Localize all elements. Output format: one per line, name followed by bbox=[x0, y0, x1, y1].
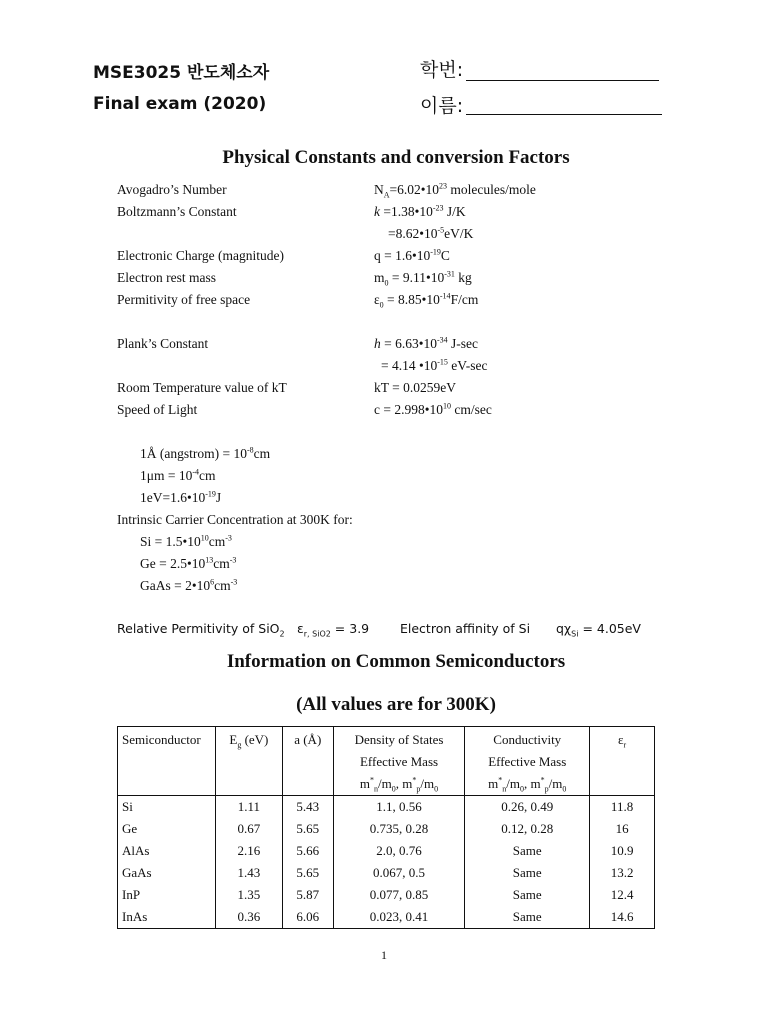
ev-conversion: $1eV=1.6•10^{-19}J$ bbox=[140, 489, 222, 505]
angstrom-conversion: 1Å (angstrom) = $10^{-8}cm$ bbox=[140, 445, 271, 461]
student-id-field[interactable] bbox=[466, 80, 659, 81]
header-epsilon: $\varepsilon_r$ bbox=[590, 727, 655, 796]
mass-label: Electron rest mass bbox=[117, 270, 216, 285]
cell-a: 6.06 bbox=[282, 906, 333, 929]
header-eg: $E_g$ (eV) bbox=[215, 727, 282, 796]
cell-a: 5.66 bbox=[282, 840, 333, 862]
semis-title: Information on Common Semiconductors bbox=[226, 651, 566, 672]
cell-cond: 0.26, 0.49 bbox=[465, 796, 590, 819]
table-row bbox=[118, 862, 655, 884]
cell-eps: 14.6 bbox=[590, 906, 655, 929]
header-cond-mass: Conductivity Effective Mass $m^*_n/m_0$, $m^*_p/m_0$ bbox=[465, 727, 590, 796]
cell-eg: 0.67 bbox=[215, 818, 282, 840]
sio2-label: Relative Permitivity of SiO$_2$ bbox=[117, 621, 285, 639]
planck-value-ev: = 4.14 $•10^{-15}$ eV-sec bbox=[381, 357, 488, 373]
cell-dos: 0.023, 0.41 bbox=[333, 906, 465, 929]
affinity-label: Electron affinity of Si bbox=[400, 621, 531, 636]
cell-eg: 1.11 bbox=[215, 796, 282, 819]
semis-subtitle: (All values are for 300K) bbox=[296, 694, 496, 715]
sio2-permittivity: $\varepsilon_{r, SiO2} = 3.9$ bbox=[297, 621, 370, 639]
cell-cond: Same bbox=[465, 840, 590, 862]
intrinsic-label: Intrinsic Carrier Concentration at 300K for: bbox=[117, 512, 353, 527]
cell-cond: Same bbox=[465, 906, 590, 929]
avogadro-value: $N_A=6.02•10^{23}$ molecules/mole bbox=[374, 181, 536, 200]
cell-eps: 12.4 bbox=[590, 884, 655, 906]
cell-name: Ge bbox=[118, 818, 216, 840]
cell-cond: Same bbox=[465, 884, 590, 906]
cell-dos: 0.067, 0.5 bbox=[333, 862, 465, 884]
cell-cond: Same bbox=[465, 862, 590, 884]
constants-title: Physical Constants and conversion Factors bbox=[222, 147, 570, 168]
intrinsic-gaas: GaAs = $2•10^6cm^{-3}$ bbox=[140, 577, 238, 593]
intrinsic-ge: $Ge = 2.5•10^{13}cm^{-3}$ bbox=[140, 555, 237, 571]
cell-name: InP bbox=[118, 884, 216, 906]
cell-eps: 13.2 bbox=[590, 862, 655, 884]
micron-conversion: $1\mu m = 10^{-4}cm$ bbox=[140, 467, 216, 483]
charge-value: $q = 1.6•10^{-19}C$ bbox=[374, 247, 450, 263]
student-id-label: 학번: bbox=[420, 59, 464, 81]
cell-name: InAs bbox=[118, 906, 216, 929]
boltzmann-label: Boltzmann’s Constant bbox=[117, 204, 237, 219]
boltzmann-value-jk: $k =1.38•10^{-23}$ J/K bbox=[374, 203, 466, 219]
cell-a: 5.65 bbox=[282, 818, 333, 840]
kt-label: Room Temperature value of kT bbox=[117, 380, 287, 395]
cell-eps: 11.8 bbox=[590, 796, 655, 819]
cell-a: 5.87 bbox=[282, 884, 333, 906]
permittivity-value: $\varepsilon_0$ = $8.85•10^{-14}F/cm$ bbox=[374, 291, 479, 310]
affinity-value: $q\chi_{Si} = 4.05eV$ bbox=[556, 621, 641, 639]
table-header-row bbox=[118, 727, 655, 796]
cell-eg: 2.16 bbox=[215, 840, 282, 862]
kt-value: kT = 0.0259eV bbox=[374, 380, 456, 395]
intrinsic-si: $Si = 1.5•10^{10}cm^{-3}$ bbox=[140, 533, 232, 549]
planck-label: Plank’s Constant bbox=[117, 336, 209, 351]
table-row bbox=[118, 796, 655, 819]
cell-eps: 16 bbox=[590, 818, 655, 840]
course-title: MSE3025 반도체소자 bbox=[93, 63, 270, 83]
page-number: 1 bbox=[381, 948, 387, 962]
cell-dos: 2.0, 0.76 bbox=[333, 840, 465, 862]
semiconductor-table bbox=[117, 726, 655, 929]
cell-eg: 0.36 bbox=[215, 906, 282, 929]
permittivity-label: Permitivity of free space bbox=[117, 292, 251, 307]
cell-eg: 1.43 bbox=[215, 862, 282, 884]
table-row bbox=[118, 840, 655, 862]
name-field[interactable] bbox=[466, 114, 662, 115]
planck-value-js: $h = 6.63•10^{-34}$ J-sec bbox=[374, 335, 479, 351]
cell-dos: 0.077, 0.85 bbox=[333, 884, 465, 906]
cell-name: GaAs bbox=[118, 862, 216, 884]
cell-cond: 0.12, 0.28 bbox=[465, 818, 590, 840]
boltzmann-value-ev: $=8.62•10^{-5}eV/K$ bbox=[388, 225, 474, 241]
mass-value: $m_0$ = $9.11•10^{-31}$ kg bbox=[374, 269, 472, 288]
table-row bbox=[118, 884, 655, 906]
cell-eps: 10.9 bbox=[590, 840, 655, 862]
charge-label: Electronic Charge (magnitude) bbox=[117, 248, 284, 263]
header-semiconductor: Semiconductor bbox=[118, 727, 216, 796]
table-row bbox=[118, 818, 655, 840]
header-lattice: a (Å) bbox=[282, 727, 333, 796]
light-label: Speed of Light bbox=[117, 402, 198, 417]
exam-title: Final exam (2020) bbox=[93, 94, 267, 114]
cell-eg: 1.35 bbox=[215, 884, 282, 906]
cell-a: 5.43 bbox=[282, 796, 333, 819]
table-row bbox=[118, 906, 655, 929]
cell-dos: 1.1, 0.56 bbox=[333, 796, 465, 819]
header-dos-mass: Density of States Effective Mass $m^*_n/m_0$, $m^*_p/m_0$ bbox=[333, 727, 465, 796]
cell-dos: 0.735, 0.28 bbox=[333, 818, 465, 840]
cell-name: Si bbox=[118, 796, 216, 819]
cell-name: AlAs bbox=[118, 840, 216, 862]
name-label: 이름: bbox=[420, 95, 464, 117]
avogadro-label: Avogadro’s Number bbox=[117, 182, 227, 197]
cell-a: 5.65 bbox=[282, 862, 333, 884]
light-value: $c = 2.998•10^{10}$ cm/sec bbox=[374, 401, 492, 417]
